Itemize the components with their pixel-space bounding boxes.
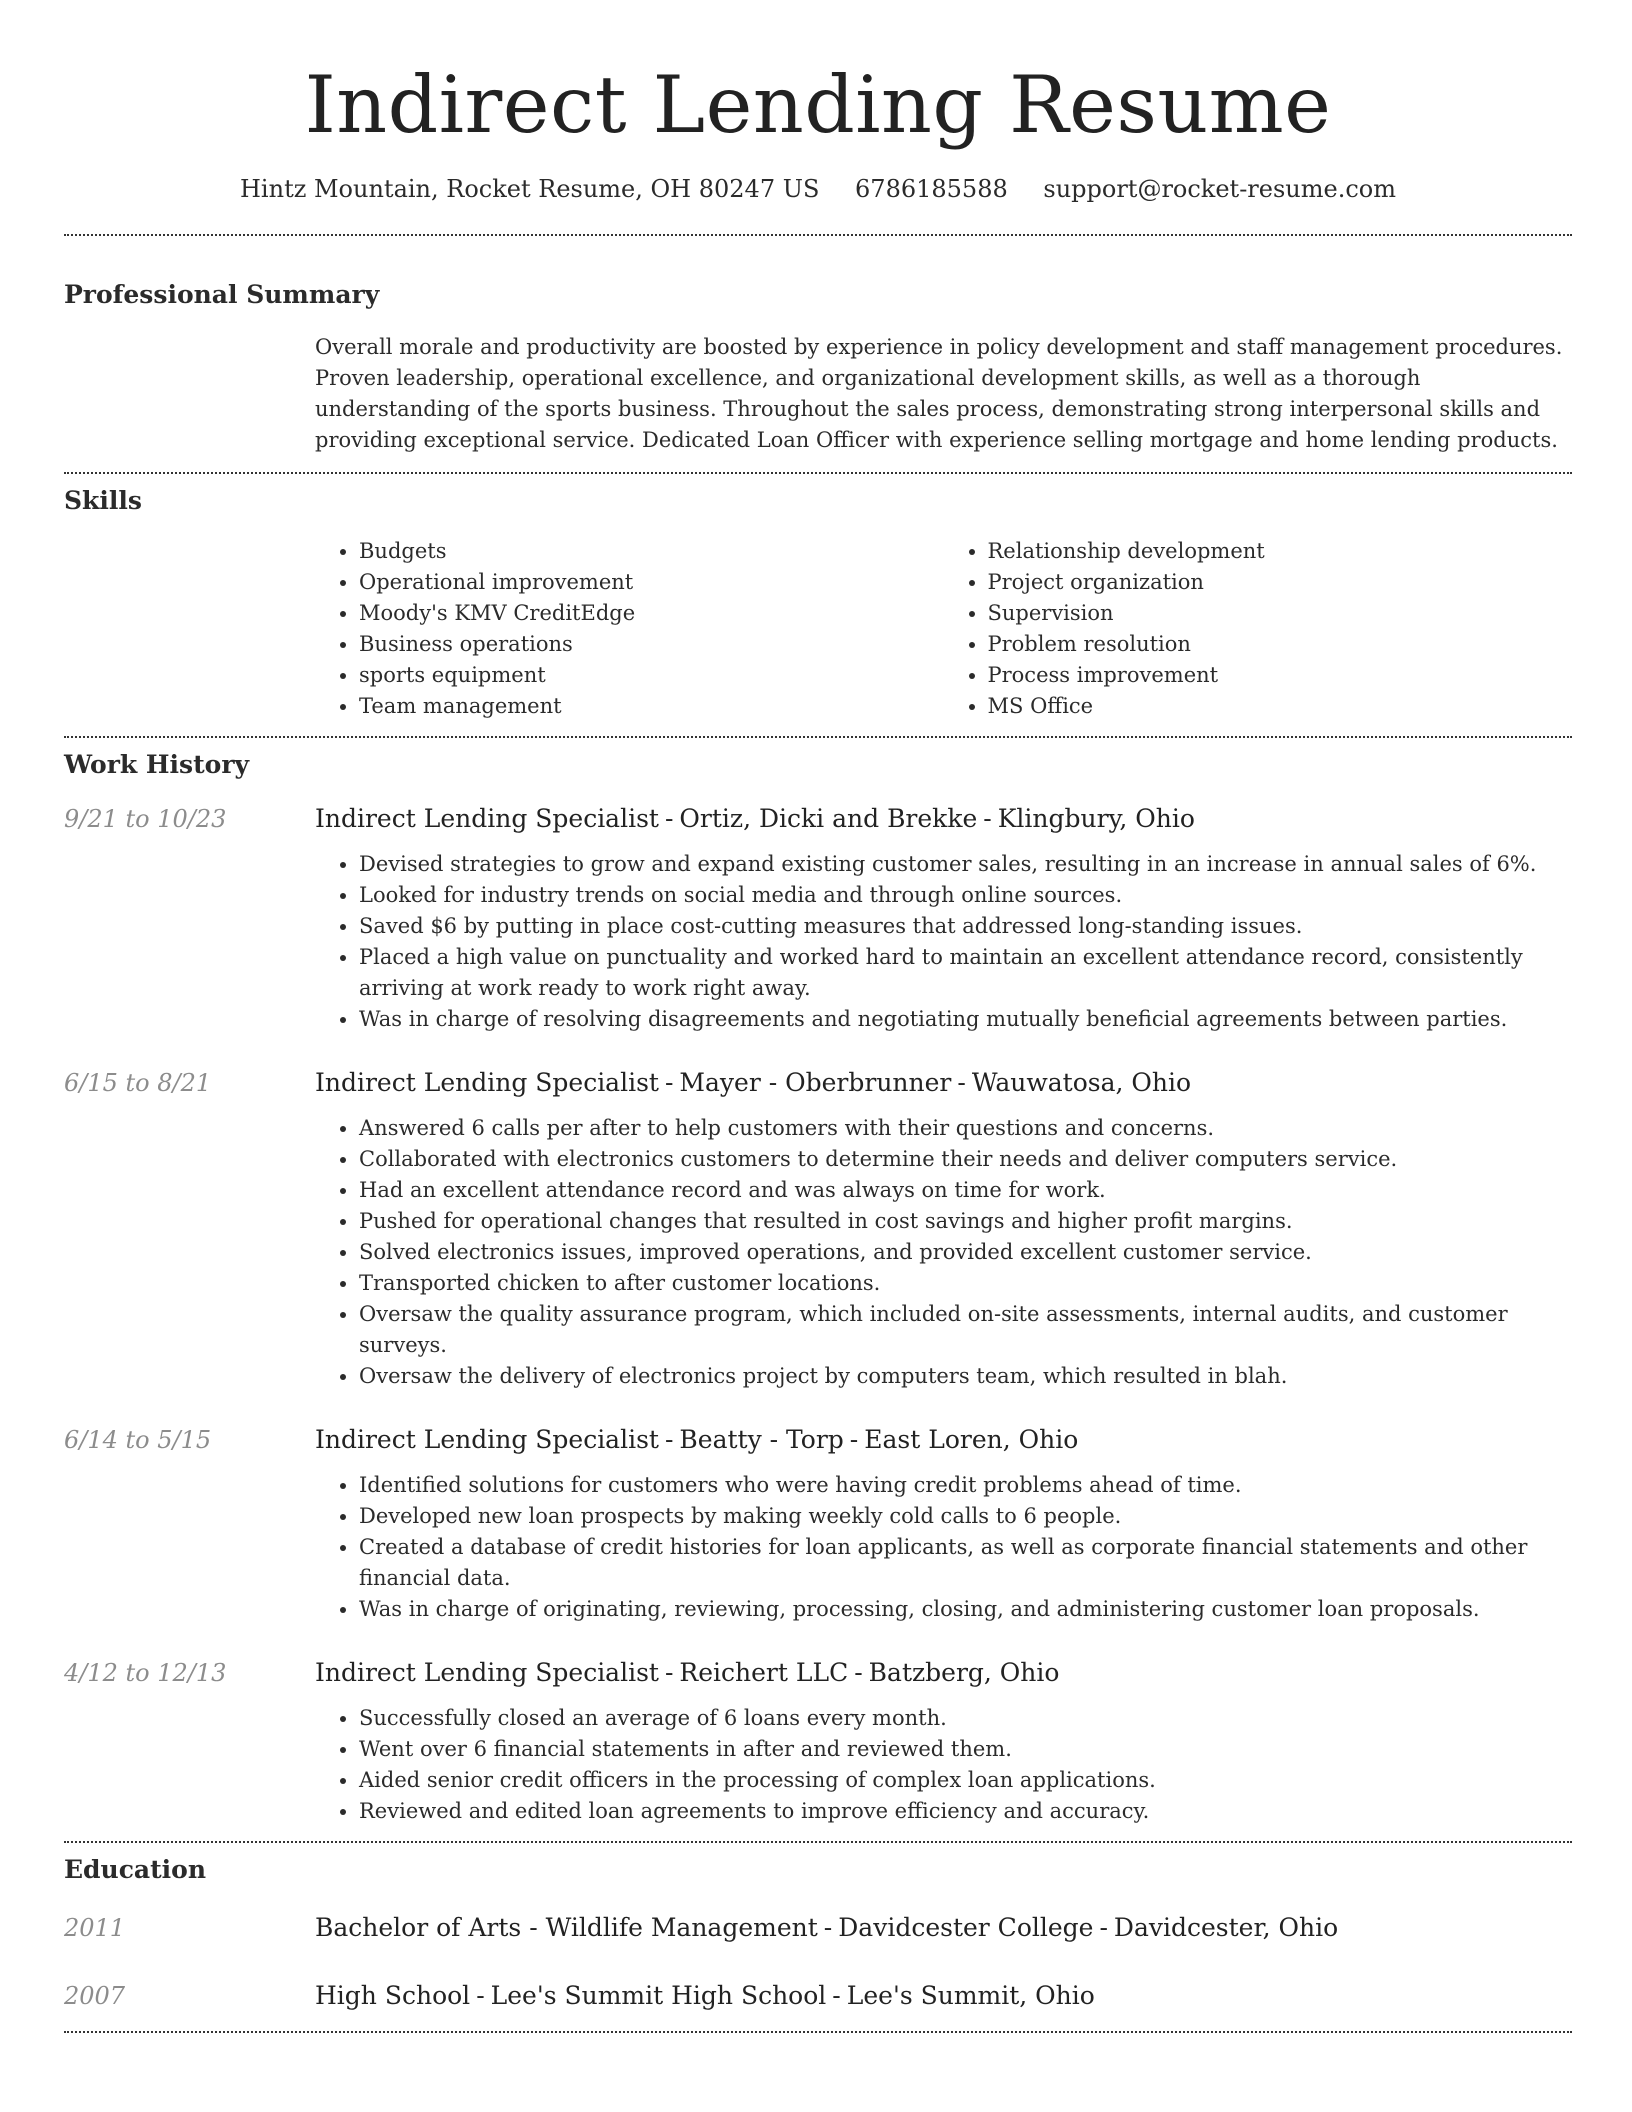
skill-item: • sports equipment <box>359 660 944 691</box>
job-location: Wauwatosa, Ohio <box>971 1068 1192 1097</box>
education-school: Davidcester College <box>838 1913 1094 1942</box>
job-company: Beatty - Torp <box>679 1425 844 1454</box>
job-bullet: • Went over 6 financial statements in after and reviewed them. <box>359 1734 1572 1765</box>
skills-list <box>315 536 1572 722</box>
job-details <box>315 1656 1572 1827</box>
contact-address: Hintz Mountain, Rocket Resume, OH 80247 US <box>240 175 820 203</box>
skills-heading: Skills <box>64 486 142 515</box>
education-details <box>315 1911 1338 1945</box>
job-role: Indirect Lending Specialist <box>315 1658 659 1687</box>
job-bullet: • Pushed for operational changes that resulted in cost savings and higher profit margins. <box>359 1206 1572 1237</box>
contact-phone: 6786185588 <box>855 175 1008 203</box>
job-company: Mayer - Oberbrunner <box>679 1068 952 1097</box>
resume-title: Indirect Lending Resume <box>304 59 1332 151</box>
job-company: Reichert LLC <box>679 1658 849 1687</box>
divider <box>64 472 1572 474</box>
job-bullets <box>315 849 1572 1035</box>
education-entry <box>64 1911 1572 1945</box>
job-entry <box>64 802 1572 1035</box>
job-bullet: • Saved $6 by putting in place cost-cutting measures that addressed long-standing issues. <box>359 911 1572 942</box>
job-entry <box>64 1066 1572 1392</box>
education-year: 2007 <box>64 1982 126 2010</box>
divider <box>64 234 1572 236</box>
job-bullets <box>315 1703 1572 1827</box>
separator: - <box>664 1068 674 1097</box>
job-bullets <box>315 1470 1572 1625</box>
separator: - <box>957 1068 966 1097</box>
job-heading <box>315 1423 1572 1457</box>
divider <box>64 736 1572 738</box>
job-bullet: • Transported chicken to after customer locations. <box>359 1268 1572 1299</box>
job-entry <box>64 1423 1572 1625</box>
job-location: Klingbury, Ohio <box>997 804 1195 833</box>
skill-item: • Process improvement <box>988 660 1573 691</box>
job-details <box>315 1066 1572 1392</box>
job-bullet: • Placed a high value on punctuality and worked hard to maintain an excellent attendance record, consistently arriving at work ready to work right away. <box>359 942 1572 1004</box>
education-details <box>315 1979 1095 2013</box>
job-location: Batzberg, Ohio <box>868 1658 1060 1687</box>
education-school: Lee's Summit High School <box>490 1981 827 2010</box>
education-location: Davidcester, Ohio <box>1113 1913 1339 1942</box>
job-details <box>315 802 1572 1035</box>
job-bullet: • Looked for industry trends on social media and through online sources. <box>359 880 1572 911</box>
job-bullet: • Solved electronics issues, improved operations, and provided excellent customer service. <box>359 1237 1572 1268</box>
separator: - <box>849 1425 859 1454</box>
skill-item: • Budgets <box>359 536 944 567</box>
education-degree: Bachelor of Arts - Wildlife Management <box>315 1913 818 1942</box>
skill-item: • Moody's KMV CreditEdge <box>359 598 944 629</box>
job-bullet: • Aided senior credit officers in the processing of complex loan applications. <box>359 1765 1572 1796</box>
job-bullet: • Successfully closed an average of 6 loans every month. <box>359 1703 1572 1734</box>
job-bullet: • Collaborated with electronics customers to determine their needs and deliver computers service. <box>359 1144 1572 1175</box>
job-role: Indirect Lending Specialist <box>315 1425 659 1454</box>
divider <box>64 1841 1572 1843</box>
education-location: Lee's Summit, Ohio <box>846 1981 1095 2010</box>
job-location: East Loren, Ohio <box>864 1425 1079 1454</box>
skill-item: • Project organization <box>988 567 1573 598</box>
skill-item: • Supervision <box>988 598 1573 629</box>
summary-heading: Professional Summary <box>64 280 380 309</box>
work-history-heading: Work History <box>64 750 250 779</box>
job-entry <box>64 1656 1572 1827</box>
skill-item: • Business operations <box>359 629 944 660</box>
separator: - <box>664 804 674 833</box>
separator: - <box>664 1425 674 1454</box>
separator: - <box>476 1981 485 2010</box>
job-bullet: • Oversaw the quality assurance program, which included on-site assessments, internal audits, and customer surveys. <box>359 1299 1572 1361</box>
separator: - <box>823 1913 833 1942</box>
contact-email: support@rocket-resume.com <box>1043 175 1396 203</box>
education-degree: High School <box>315 1981 471 2010</box>
job-bullet: • Had an excellent attendance record and was always on time for work. <box>359 1175 1572 1206</box>
job-bullet: • Was in charge of originating, reviewing, processing, closing, and administering customer loan proposals. <box>359 1594 1572 1625</box>
job-dates: 6/14 to 5/15 <box>64 1426 212 1454</box>
job-details <box>315 1423 1572 1625</box>
skills-column-left <box>315 536 944 722</box>
job-bullet: • Devised strategies to grow and expand existing customer sales, resulting in an increase in annual sales of 6%. <box>359 849 1572 880</box>
job-dates: 6/15 to 8/21 <box>64 1069 212 1097</box>
job-company: Ortiz, Dicki and Brekke <box>679 804 978 833</box>
job-bullet: • Oversaw the delivery of electronics project by computers team, which resulted in blah. <box>359 1361 1572 1392</box>
job-bullet: • Created a database of credit histories for loan applicants, as well as corporate financial statements and other financial data. <box>359 1532 1572 1594</box>
job-role: Indirect Lending Specialist <box>315 1068 659 1097</box>
job-heading <box>315 1066 1572 1100</box>
skill-item: • Operational improvement <box>359 567 944 598</box>
summary-text: Overall morale and productivity are boosted by experience in policy development and staff management procedures. Proven leadership, operational excellence, and organizational development skills, as well as a thorough understanding of the sports business. Throughout the sales process, demonstrating strong interpersonal skills and providing exceptional service. Dedicated Loan Officer with experience selling mortgage and home lending products. <box>315 335 1563 452</box>
education-entry <box>64 1979 1572 2013</box>
job-role: Indirect Lending Specialist <box>315 804 659 833</box>
divider <box>64 2031 1572 2033</box>
job-bullet: • Identified solutions for customers who were having credit problems ahead of time. <box>359 1470 1572 1501</box>
job-bullet: • Was in charge of resolving disagreements and negotiating mutually beneficial agreements between parties. <box>359 1004 1572 1035</box>
skill-item: • MS Office <box>988 691 1573 722</box>
separator: - <box>854 1658 863 1687</box>
resume-page <box>64 0 1572 2033</box>
contact-line <box>64 172 1572 206</box>
separator: - <box>664 1658 674 1687</box>
skill-item: • Relationship development <box>988 536 1573 567</box>
job-dates: 4/12 to 12/13 <box>64 1659 227 1687</box>
skills-column-right <box>944 536 1573 722</box>
skill-item: • Problem resolution <box>988 629 1573 660</box>
job-bullets <box>315 1113 1572 1392</box>
job-bullet: • Answered 6 calls per after to help customers with their questions and concerns. <box>359 1113 1572 1144</box>
separator: - <box>1099 1913 1108 1942</box>
job-bullet: • Developed new loan prospects by making weekly cold calls to 6 people. <box>359 1501 1572 1532</box>
job-bullet: • Reviewed and edited loan agreements to improve efficiency and accuracy. <box>359 1796 1572 1827</box>
skill-item: • Team management <box>359 691 944 722</box>
job-dates: 9/21 to 10/23 <box>64 805 227 833</box>
separator: - <box>832 1981 841 2010</box>
education-year: 2011 <box>64 1914 126 1942</box>
separator: - <box>983 804 992 833</box>
job-heading <box>315 802 1572 836</box>
education-heading: Education <box>64 1855 207 1884</box>
job-heading <box>315 1656 1572 1690</box>
